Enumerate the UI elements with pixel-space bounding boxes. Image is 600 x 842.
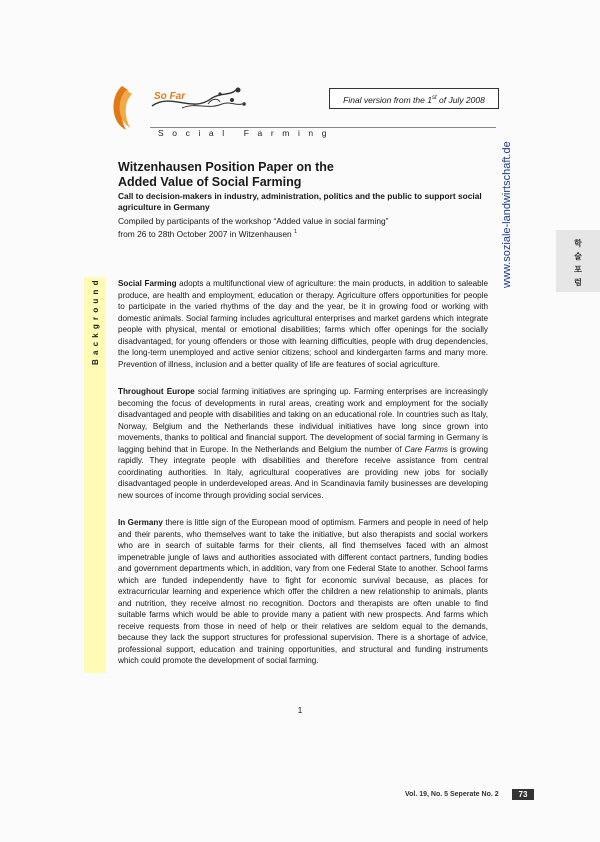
- paragraph-text: social farming initiatives are springing up. Farming enterprises are increasingly becoming the focus of developments in rural areas, creating work and employment for the socially disadvantaged and people with disabilities and taking on an educational role. In countries such as Italy, Norway, Belgium and the Netherlands these individual initiatives have long since grown into movements, thanks to political and financial support. The development of social farming in Germany is lagging behind that in Europe. In the Netherlands and Belgium the number of: [118, 387, 488, 454]
- background-label: Background: [91, 277, 100, 365]
- side-tab: [556, 230, 600, 292]
- title-line: Added Value of Social Farming: [118, 174, 302, 189]
- journal-page-number: 73: [512, 789, 534, 800]
- compiled-line: Compiled by participants of the workshop “Added value in social farming”: [118, 216, 389, 226]
- website-url-text: www.soziale-landwirtschaft.de: [501, 141, 513, 288]
- footnote-marker[interactable]: 1: [293, 229, 298, 236]
- background-label-box: [84, 277, 106, 377]
- compiled-by: [118, 216, 498, 240]
- paragraph-throughout-europe: [118, 386, 488, 501]
- side-tab-char: 포: [574, 265, 582, 274]
- paragraph-in-germany: [118, 517, 488, 667]
- version-box: [329, 88, 499, 109]
- side-tab-char: 술: [574, 252, 582, 261]
- paragraph-lead: Social Farming: [118, 279, 177, 288]
- website-url[interactable]: [490, 140, 520, 290]
- document-title: [118, 160, 488, 189]
- paragraph-social-farming: [118, 278, 488, 370]
- page-number: 1: [297, 705, 303, 715]
- paragraph-text: there is little sign of the European mood of optimism. Farmers and people in need of help and their parents, who themselves want to take the initiative, but also therapists and social workers who are in search of suitable farms for their clients, all find themselves faced with an almost impenetrable jungle of laws and authorities associated with different contact partners, funding bodies and government departments which, in addition, vary from one Federal State to another. School farms which are funded independently have to fight for economic survival because, as places for extracurricular learning and experience which offer the children a new relationship to animals, plants and nutrition, they receive almost no recognition. Doctors and therapists are often unable to find suitable farms which would be able to provide many a patient with new prospects. And farms which receive requests from those in need of help or their relatives are seldom equal to the demands, because they lack the support structures for professional supervision. There is a shortage of advice, professional support, education and training opportunities, and structural and funding instruments which could promote the development of social farming.: [118, 518, 488, 665]
- title-line: Witzenhausen Position Paper on the: [118, 160, 334, 174]
- paragraph-text: is growing rapidly. They integrate people with disabilities and therefore receive assistance from central coordinating authorities. In Italy, agricultural cooperatives are providing new jobs for socially disadvantaged people in underdeveloped areas. And in Scandinavia family businesses are developing new sources of income through providing social services.: [118, 444, 488, 500]
- version-prefix: Final version from the 1: [343, 94, 432, 105]
- paragraph-lead: In Germany: [118, 518, 163, 527]
- compiled-line: from 26 to 28th October 2007 in Witzenhausen $^1$: [118, 229, 298, 239]
- document-subtitle: Call to decision-makers in industry, administration, politics and the public to support social agriculture in Germany: [118, 191, 482, 212]
- side-tab-char: 럼: [574, 278, 582, 287]
- paragraph-lead: Throughout Europe: [118, 387, 195, 396]
- version-suffix: of July 2008: [436, 94, 485, 105]
- paragraph-text: adopts a multifunctional view of agriculture: the main products, in addition to saleable produce, are health and employment, education or therapy. Agriculture offers opportunities for people to participate in the varied rhythms of the day and the year, be it in growing food or working with domestic animals. Social farming includes agricultural enterprises and market gardens which integrate people with physical, mental or emotional disabilities; farms which offer openings for the socially disadvantaged, for young offenders or those with learning difficulties, people with drug dependencies, the long-term unemployed and active senior citizens; school and kindergarten farms and many more. Prevention of illness, inclusion and a better quality of life are features of social agriculture.: [118, 279, 488, 369]
- paragraph-italic: Care Farms: [404, 444, 448, 454]
- logo-tagline: Social Farming: [158, 128, 336, 138]
- version-sup: st: [431, 95, 437, 101]
- side-tab-char: 학: [574, 239, 582, 248]
- journal-info: Vol. 19, No. 5 Seperate No. 2: [405, 791, 499, 798]
- logo-text: So Far: [154, 91, 186, 102]
